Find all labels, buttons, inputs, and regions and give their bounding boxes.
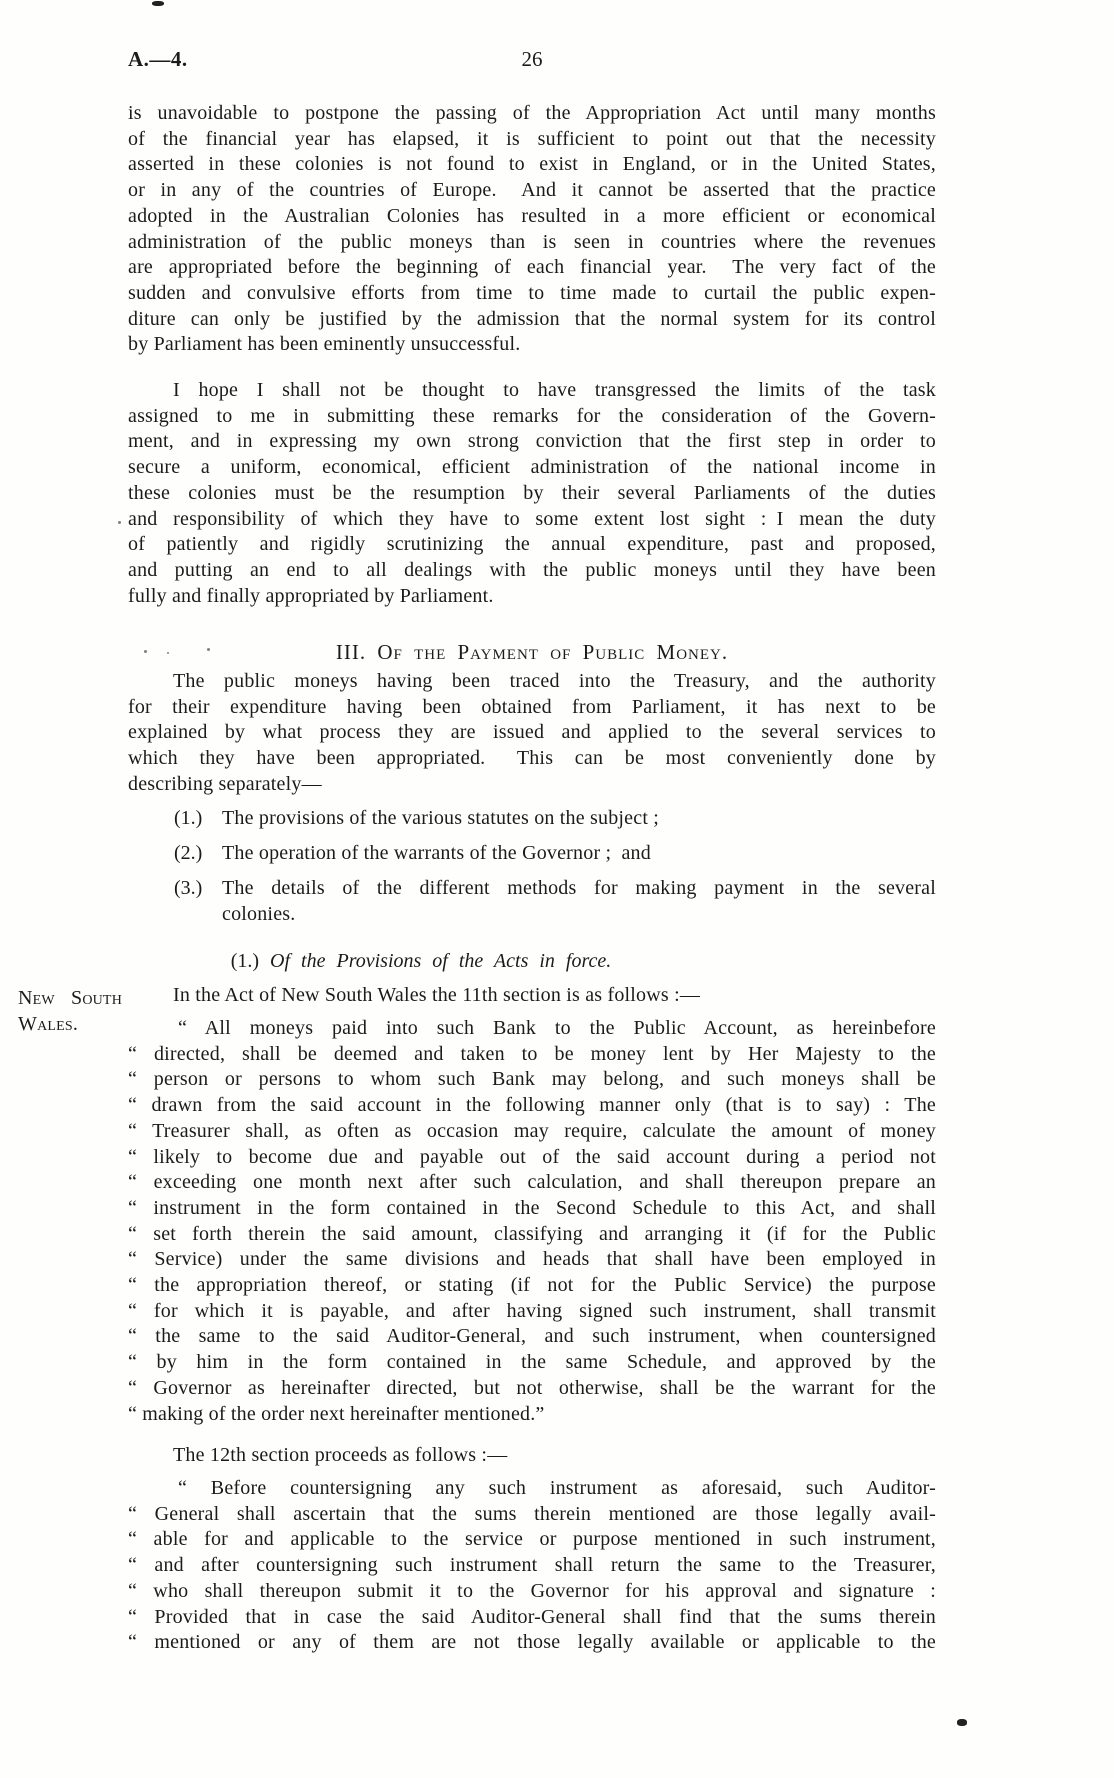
- text-line: administration of the public moneys than is seen in countries where the revenues: [128, 230, 936, 253]
- text-line: asserted in these colonies is not found to exist in England, or in the United States,: [128, 153, 936, 176]
- section-heading: III. Of the Payment of Public Money.: [335, 640, 729, 664]
- list-item-number: (1.): [174, 807, 203, 829]
- text-line: and putting an end to all dealings with the public moneys until they have been: [128, 558, 936, 581]
- text-line: The details of the different methods for making payment in the several: [222, 877, 936, 900]
- text-line: “ the appropriation thereof, or stating (if not for the Public Service) the purpose: [128, 1274, 936, 1297]
- list-item: [128, 841, 936, 867]
- text-line: explained by what process they are issued and applied to the several services to: [128, 721, 936, 744]
- text-line: describing separately—: [128, 772, 322, 795]
- paragraph-continuation: [128, 101, 936, 358]
- text-line: “ Treasurer shall, as often as occasion may require, calculate the amount of money: [128, 1119, 936, 1142]
- text-line: fully and finally appropriated by Parliament.: [128, 584, 494, 607]
- text-line: sudden and convulsive efforts from time to time made to curtail the public expen-: [128, 281, 936, 304]
- text-line: “ person or persons to whom such Bank may belong, and such moneys shall be: [128, 1068, 936, 1091]
- paragraph: [128, 378, 936, 609]
- text-line: “ for which it is payable, and after having signed such instrument, shall transmit: [128, 1299, 936, 1322]
- quoted-statute-section-12: [128, 1476, 936, 1656]
- text-line: ment, and in expressing my own strong conviction that the first step in order to: [128, 430, 936, 453]
- ink-speck-top: [152, 1, 164, 6]
- text-line: “ directed, shall be deemed and taken to be money lent by Her Majesty to the: [128, 1042, 936, 1065]
- text-line: “ making of the order next hereinafter mentioned.”: [128, 1402, 545, 1425]
- text-line: “ mentioned or any of them are not those legally available or applicable to the: [128, 1631, 936, 1654]
- paragraph: [128, 1443, 936, 1469]
- subsection-title: Of the Provisions of the Acts in force.: [270, 950, 612, 972]
- text-line: “ and after countersigning such instrument shall return the same to the Treasurer,: [128, 1554, 936, 1577]
- text-line: “ exceeding one month next after such calculation, and shall thereupon prepare an: [128, 1171, 936, 1194]
- list-item-number: (2.): [174, 842, 203, 865]
- text-line: diture can only be justified by the admission that the normal system for its control: [128, 307, 936, 330]
- text-line: I hope I shall not be thought to have transgressed the limits of the task: [173, 379, 936, 401]
- text-line: In the Act of New South Wales the 11th section is as follows :—: [173, 984, 701, 1006]
- text-line: “ likely to become due and payable out of the said account during a period not: [128, 1145, 936, 1168]
- text-line: is unavoidable to postpone the passing of the Appropriation Act until many months: [128, 102, 936, 124]
- ink-speck-bottom: [957, 1719, 967, 1726]
- paragraph: [128, 669, 936, 798]
- text-line: “ Governor as hereinafter directed, but not otherwise, shall be the warrant for the: [128, 1376, 936, 1399]
- subsection-number: (1.): [230, 950, 260, 972]
- text-line: “ Before countersigning any such instrument as aforesaid, such Auditor-: [178, 1477, 936, 1499]
- text-line: The provisions of the various statutes on the subject ;: [222, 807, 660, 829]
- text-line: The public moneys having been traced into the Treasury, and the authority: [173, 670, 936, 692]
- text-line: adopted in the Australian Colonies has resulted in a more efficient or economical: [128, 204, 936, 227]
- list-item-number: (3.): [174, 877, 203, 900]
- list-item-text: [222, 876, 936, 927]
- text-line: “ Provided that in case the said Auditor-General shall find that the sums therein: [128, 1605, 936, 1628]
- text-line: for their expenditure having been obtained from Parliament, it has next to be: [128, 695, 936, 718]
- text-line: “ All moneys paid into such Bank to the Public Account, as hereinbefore: [178, 1017, 936, 1039]
- text-line: “ able for and applicable to the service or purpose mentioned in such instrument,: [128, 1528, 936, 1551]
- text-line: these colonies must be the resumption by their several Parliaments of the duties: [128, 481, 936, 504]
- text-line: which they have been appropriated. This can be most conveniently done by: [128, 747, 936, 770]
- text-line: “ instrument in the form contained in the Second Schedule to this Act, and shall: [128, 1196, 936, 1219]
- ink-dot: [118, 521, 121, 524]
- text-line: of patiently and rigidly scrutinizing the annual expenditure, past and proposed,: [128, 533, 936, 556]
- text-line: by Parliament has been eminently unsuccessful.: [128, 333, 521, 356]
- paragraph: [128, 983, 936, 1009]
- numbered-list: [128, 806, 936, 937]
- text-line: assigned to me in submitting these remarks for the consideration of the Govern-: [128, 404, 936, 427]
- quoted-statute-section-11: [128, 1016, 936, 1427]
- text-line: and responsibility of which they have to some extent lost sight : I mean the duty: [128, 507, 936, 530]
- text-line: “ by him in the form contained in the same Schedule, and approved by the: [128, 1351, 936, 1374]
- list-item-text: [222, 806, 936, 832]
- text-line: or in any of the countries of Europe. And it cannot be asserted that the practice: [128, 179, 936, 202]
- text-line: “ drawn from the said account in the following manner only (that is to say) : The: [128, 1094, 936, 1117]
- list-item: [128, 876, 936, 927]
- subsection-heading: [128, 948, 714, 974]
- text-line: New South: [18, 987, 122, 1009]
- page-number: 26: [521, 47, 543, 71]
- text-line: colonies.: [222, 903, 296, 926]
- text-line: The 12th section proceeds as follows :—: [173, 1444, 508, 1466]
- doc-reference: A.—4.: [128, 47, 188, 71]
- list-item: [128, 806, 936, 832]
- text-line: “ the same to the said Auditor-General, and such instrument, when countersigned: [128, 1325, 936, 1348]
- text-line: are appropriated before the beginning of each financial year. The very fact of the: [128, 256, 936, 279]
- margin-note: [18, 986, 122, 1037]
- text-line: of the financial year has elapsed, it is sufficient to point out that the necessity: [128, 127, 936, 150]
- text-line: “ set forth therein the said amount, classifying and arranging it (if for the Public: [128, 1222, 936, 1245]
- text-line: Wales.: [18, 1012, 79, 1035]
- text-line: “ General shall ascertain that the sums therein mentioned are those legally avail-: [128, 1502, 936, 1525]
- text-line: secure a uniform, economical, efficient administration of the national income in: [128, 456, 936, 479]
- list-item-text: [222, 841, 936, 867]
- text-line: The operation of the warrants of the Governor ; and: [222, 842, 651, 865]
- text-line: “ Service) under the same divisions and heads that shall have been employed in: [128, 1248, 936, 1271]
- text-line: “ who shall thereupon submit it to the Governor for his approval and signature :: [128, 1579, 936, 1602]
